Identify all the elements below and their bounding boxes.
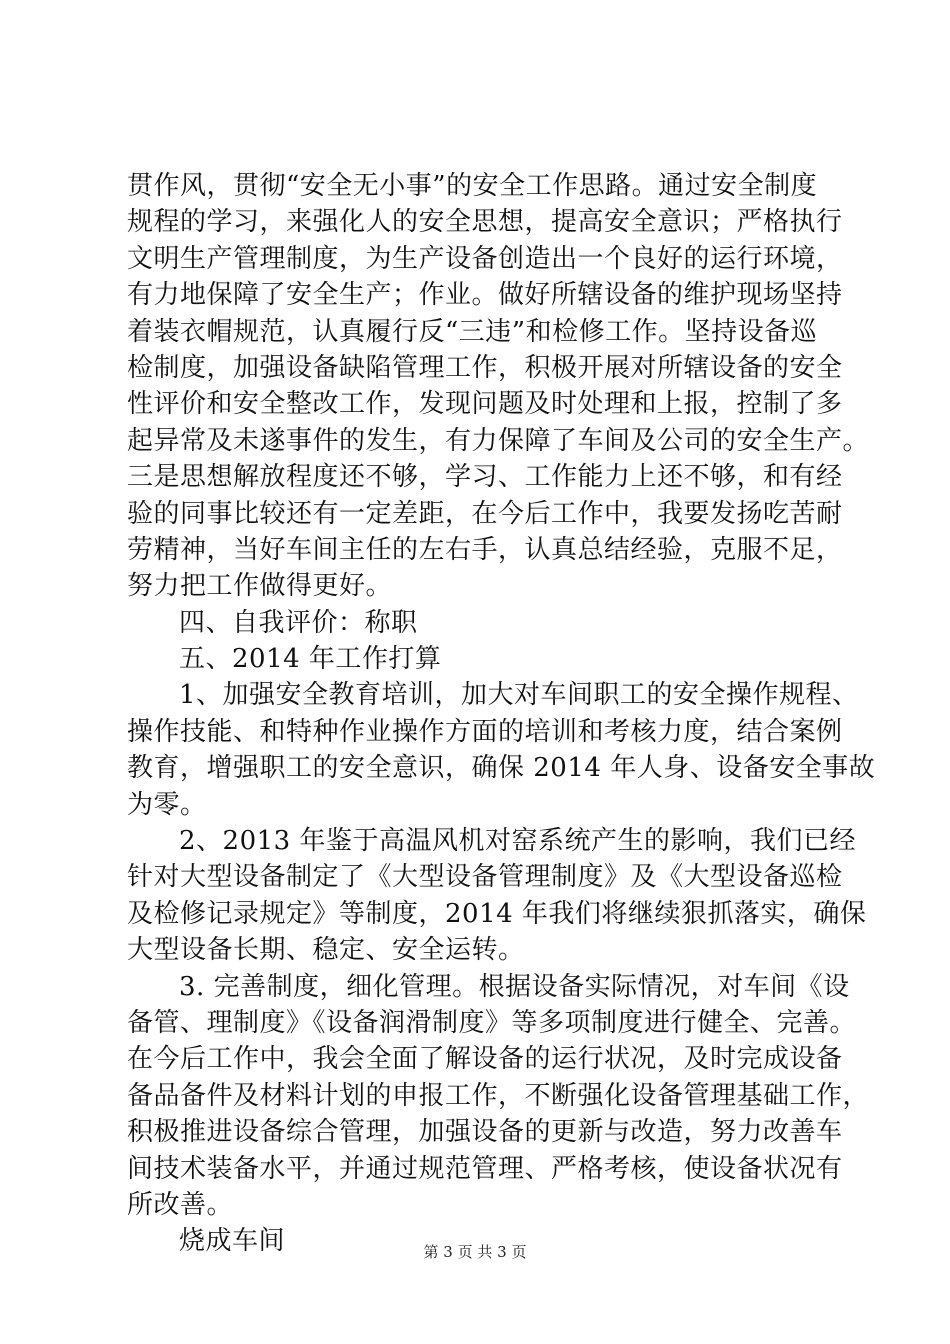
text-line: 1、加强安全教育培训，加大对车间职工的安全操作规程、 <box>179 680 859 711</box>
text-line: 验的同事比较还有一定差距，在今后工作中，我要发扬吃苦耐 <box>127 498 843 529</box>
text-line: 所改善。 <box>127 1189 234 1220</box>
document-body <box>127 168 876 1260</box>
text-line: 性评价和安全整改工作，发现问题及时处理和上报，控制了多 <box>127 389 843 420</box>
text-line: 规程的学习，来强化人的安全思想，提高安全意识；严格执行 <box>127 207 843 238</box>
text-line: 操作技能、和特种作业操作方面的培训和考核力度，结合案例 <box>127 716 843 747</box>
text-line: 及检修记录规定》等制度，2014 年我们将继续狠抓落实，确保 <box>127 898 867 929</box>
text-line: 检制度，加强设备缺陷管理工作，积极开展对所辖设备的安全 <box>127 352 843 383</box>
text-line: 教育，增强职工的安全意识，确保 2014 年人身、设备安全事故 <box>127 753 876 784</box>
text-line: 起异常及未遂事件的发生，有力保障了车间及公司的安全生产。 <box>127 425 870 456</box>
text-line: 三是思想解放程度还不够，学习、工作能力上还不够，和有经 <box>127 462 843 493</box>
text-line: 备管、理制度》《设备润滑制度》等多项制度进行健全、完善。 <box>127 1007 857 1038</box>
text-line: 备品备件及材料计划的申报工作，不断强化设备管理基础工作， <box>127 1080 870 1111</box>
page-footer: 第 3 页 共 3 页 <box>423 1243 527 1261</box>
text-line: 针对大型设备制定了《大型设备管理制度》及《大型设备巡检 <box>127 862 843 893</box>
text-line: 在今后工作中，我会全面了解设备的运行状况，及时完成设备 <box>127 1044 843 1075</box>
text-line: 劳精神，当好车间主任的左右手，认真总结经验，克服不足， <box>127 534 843 565</box>
text-line: 间技术装备水平，并通过规范管理、严格考核，使设备状况有 <box>127 1153 843 1184</box>
text-line: 有力地保障了安全生产；作业。做好所辖设备的维护现场坚持 <box>127 280 843 311</box>
text-line: 着装衣帽规范，认真履行反“三违”和检修工作。坚持设备巡 <box>127 316 818 347</box>
signature-line: 烧成车间 <box>179 1226 286 1257</box>
text-line: 贯作风，贯彻“安全无小事”的安全工作思路。通过安全制度 <box>127 171 818 201</box>
text-line: 积极推进设备综合管理，加强设备的更新与改造，努力改善车 <box>127 1117 843 1148</box>
text-line: 3. 完善制度，细化管理。根据设备实际情况，对车间《设 <box>179 971 850 1002</box>
text-line: 文明生产管理制度，为生产设备创造出一个良好的运行环境， <box>127 243 843 274</box>
text-line: 努力把工作做得更好。 <box>127 571 393 602</box>
text-line: 2、2013 年鉴于高温风机对窑系统产生的影响，我们已经 <box>179 826 856 857</box>
text-line: 为零。 <box>127 789 207 820</box>
text-line: 大型设备长期、稳定、安全运转。 <box>127 935 525 966</box>
section-heading: 四、自我评价：称职 <box>179 607 418 638</box>
section-heading: 五、2014 年工作打算 <box>179 644 442 675</box>
